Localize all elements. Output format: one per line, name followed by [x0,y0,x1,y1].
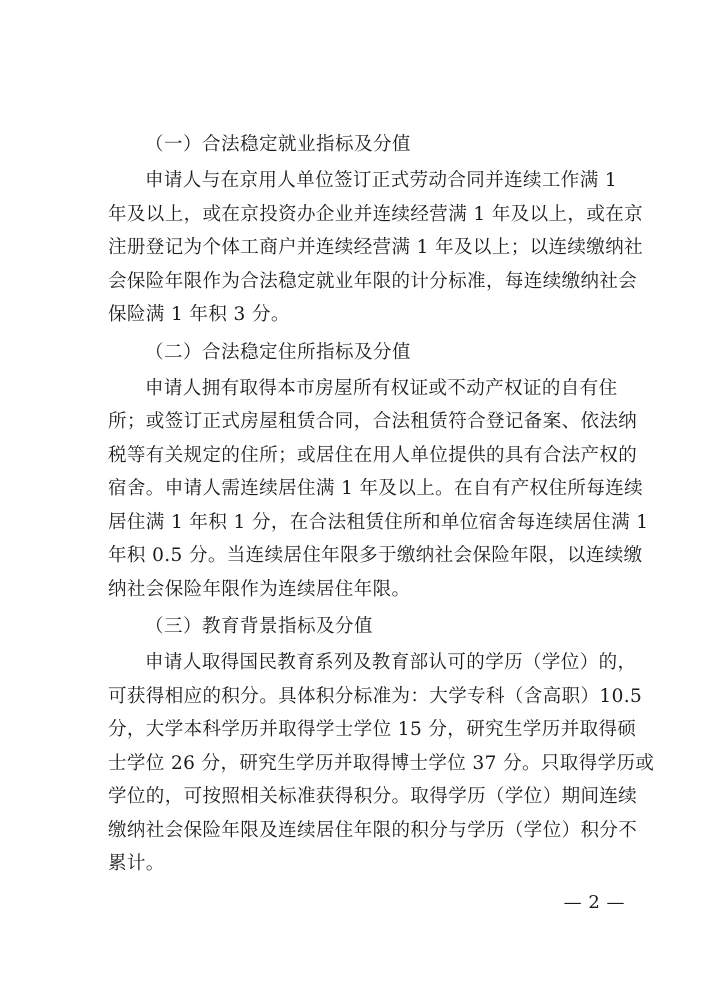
paragraph-line: 保险满 1 年积 3 分。 [108,304,290,325]
paragraph-line: 分，大学本科学历并取得学士学位 15 分，研究生学历并取得硕 [108,719,637,740]
section-residence [108,334,649,607]
paragraph-line: 申请人拥有取得本市房屋所有权证或不动产权证的自有住 [145,377,618,399]
section-heading: （二）合法稳定住所指标及分值 [145,341,412,363]
section-education [108,608,655,881]
paragraph-line: 年及以上，或在京投资办企业并连续经营满 1 年及以上，或在京 [108,203,644,225]
document-body [108,126,655,881]
section-heading: （三）教育背景指标及分值 [145,616,374,637]
section-paragraph [108,164,644,332]
paragraph-line: 宿舍。申请人需连续居住满 1 年及以上。在自有产权住所每连续 [108,478,644,499]
section-heading: （一）合法稳定就业指标及分值 [145,134,412,155]
paragraph-line: 缴纳社会保险年限及连续居住年限的积分与学历（学位）积分不 [108,819,638,841]
section-paragraph [108,372,649,607]
paragraph-line: 士学位 26 分，研究生学历并取得博士学位 37 分。只取得学历或 [108,752,655,774]
section-paragraph [108,646,655,881]
paragraph-line: 税等有关规定的住所；或居住在用人单位提供的具有合法产权的 [108,444,638,466]
section-employment [108,126,644,332]
paragraph-line: 居住满 1 年积 1 分，在合法租赁住所和单位宿舍每连续居住满 1 [108,511,649,533]
paragraph-line: 累计。 [108,853,165,874]
paragraph-line: 所；或签订正式房屋租赁合同，合法租赁符合登记备案、依法纳 [108,411,638,432]
paragraph-line: 学位的，可按照相关标准获得积分。取得学历（学位）期间连续 [108,786,638,807]
paragraph-line: 申请人取得国民教育系列及教育部认可的学历（学位）的， [145,652,637,673]
paragraph-line: 注册登记为个体工商户并连续经营满 1 年及以上；以连续缴纳社 [108,237,644,258]
page-number: — 2 — [563,892,625,913]
paragraph-line: 可获得相应的积分。具体积分标准为：大学专科（含高职）10.5 [108,685,643,707]
paragraph-line: 申请人与在京用人单位签订正式劳动合同并连续工作满 1 [145,170,618,191]
paragraph-line: 年积 0.5 分。当连续居住年限多于缴纳社会保险年限，以连续缴 [108,545,643,566]
paragraph-line: 纳社会保险年限作为连续居住年限。 [108,578,411,600]
paragraph-line: 会保险年限作为合法稳定就业年限的计分标准，每连续缴纳社会 [108,270,638,292]
